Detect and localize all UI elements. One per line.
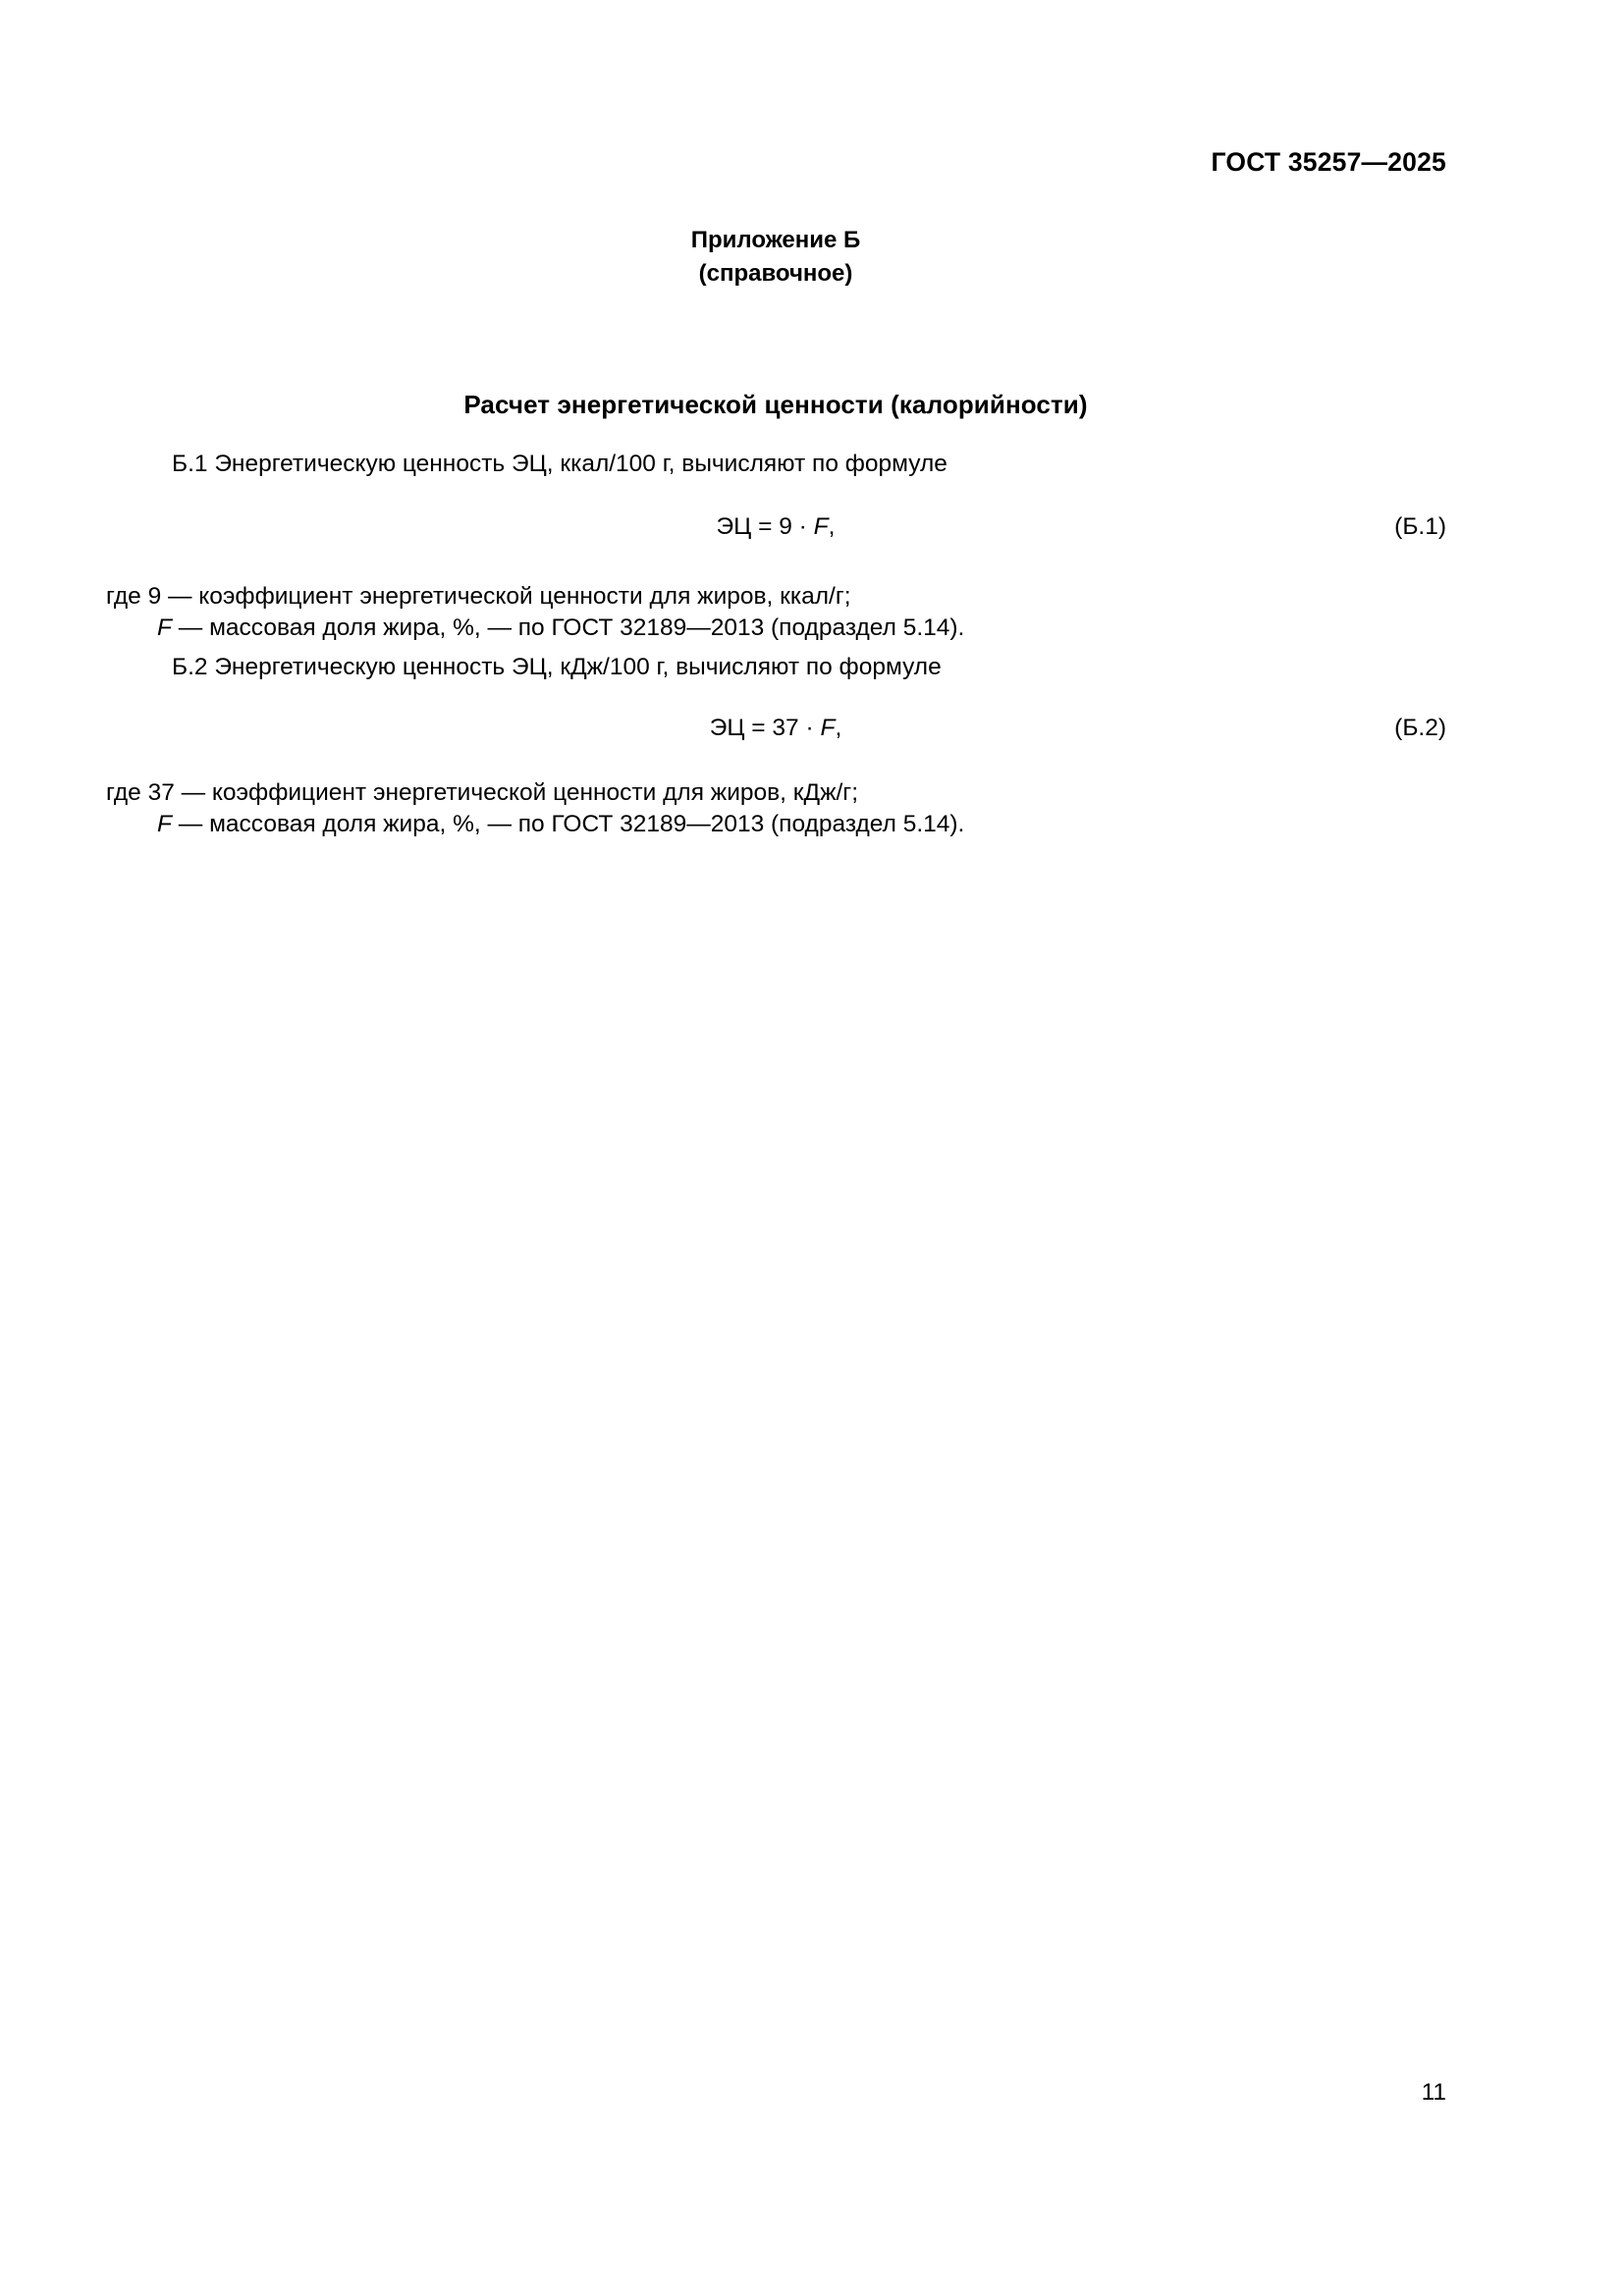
clause-b2-definition-coefficient: где 37 — коэффициент энергетической ценности для жиров, кДж/г; bbox=[106, 779, 859, 806]
running-head-standard-number: ГОСТ 35257—2025 bbox=[1211, 147, 1446, 177]
clause-b1-definition-variable bbox=[157, 613, 964, 644]
clause-b1-definition-variable-symbol: F bbox=[157, 614, 172, 641]
formula-b1-equals: = bbox=[758, 513, 773, 540]
formula-b2-equals: = bbox=[751, 715, 766, 741]
clause-b1-definition-coefficient: где 9 — коэффициент энергетической ценности для жиров, ккал/г; bbox=[106, 583, 851, 610]
formula-b1-trailing: , bbox=[828, 513, 836, 540]
annex-kind: (справочное) bbox=[698, 260, 853, 287]
formula-row-b1 bbox=[0, 513, 1624, 547]
formula-b2-trailing: , bbox=[835, 715, 842, 741]
formula-b2-number: (Б.2) bbox=[1394, 715, 1446, 741]
formula-b2-lhs: ЭЦ bbox=[709, 715, 745, 741]
clause-b2-text: Б.2 Энергетическую ценность ЭЦ, кДж/100 г, вычисляют по формуле bbox=[172, 654, 942, 680]
formula-b2-coefficient: 37 bbox=[772, 715, 799, 741]
formula-b2-variable: F bbox=[820, 715, 836, 741]
clause-b2-definition-variable-text: — массовая доля жира, %, — по ГОСТ 32189—2013 (подраздел 5.14). bbox=[171, 811, 965, 837]
formula-b1-number: (Б.1) bbox=[1394, 513, 1446, 540]
annex-title: Расчет энергетической ценности (калорийности) bbox=[463, 390, 1088, 419]
annex-designation bbox=[0, 224, 1551, 291]
formula-row-b2 bbox=[0, 715, 1624, 748]
formula-b1-variable: F bbox=[813, 513, 829, 540]
clause-b2-definition-variable bbox=[157, 809, 964, 840]
formula-b1-operator: · bbox=[798, 513, 807, 540]
annex-label: Приложение Б bbox=[690, 227, 861, 253]
formula-b1-coefficient: 9 bbox=[779, 513, 792, 540]
clause-b1-text: Б.1 Энергетическую ценность ЭЦ, ккал/100 г, вычисляют по формуле bbox=[172, 451, 947, 477]
formula-b1-lhs: ЭЦ bbox=[716, 513, 752, 540]
clause-b1-definition-variable-text: — массовая доля жира, %, — по ГОСТ 32189—2013 (подраздел 5.14). bbox=[171, 614, 965, 641]
page-number: 11 bbox=[1421, 2079, 1446, 2106]
formula-b2-operator: · bbox=[805, 715, 814, 741]
clause-b2-definition-variable-symbol: F bbox=[157, 811, 172, 837]
